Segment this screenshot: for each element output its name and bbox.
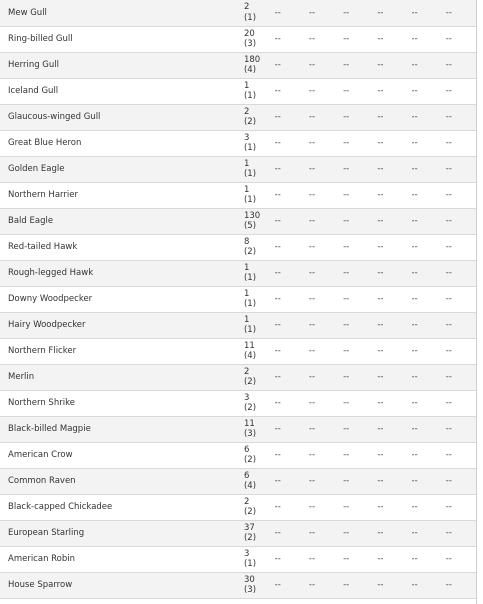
empty-period-cell: -- (339, 52, 373, 78)
species-name: European Starling (0, 520, 237, 546)
empty-period-cell: -- (373, 546, 407, 572)
empty-period-cell: -- (408, 130, 442, 156)
species-name: Northern Shrike (0, 390, 237, 416)
count-cell (237, 312, 271, 338)
empty-period-cell: -- (339, 78, 373, 104)
empty-period-cell: -- (271, 78, 305, 104)
empty-period-cell: -- (442, 0, 476, 26)
count-cell (237, 26, 271, 52)
total-count: 3 (243, 132, 250, 143)
count-cell (237, 416, 271, 442)
empty-period-cell: -- (305, 130, 339, 156)
empty-period-cell: -- (373, 338, 407, 364)
empty-period-cell: -- (339, 156, 373, 182)
empty-period-cell: -- (373, 494, 407, 520)
total-count: 11 (243, 418, 255, 429)
total-count: 20 (243, 28, 255, 39)
empty-period-cell: -- (271, 0, 305, 26)
count-cell (237, 104, 271, 130)
species-name: Ring-billed Gull (0, 26, 237, 52)
table-row (0, 364, 476, 390)
empty-period-cell: -- (339, 468, 373, 494)
empty-period-cell: -- (305, 52, 339, 78)
total-count: 130 (243, 210, 261, 221)
species-name: Common Raven (0, 468, 237, 494)
count-cell (237, 234, 271, 260)
empty-period-cell: -- (271, 390, 305, 416)
count-cell (237, 130, 271, 156)
total-count: 1 (243, 80, 250, 91)
count-cell (237, 156, 271, 182)
empty-period-cell: -- (339, 104, 373, 130)
empty-period-cell: -- (408, 546, 442, 572)
species-name: Northern Harrier (0, 182, 237, 208)
checklist-count: (1) (243, 12, 257, 23)
checklist-count: (2) (243, 403, 257, 413)
species-name: Rough-legged Hawk (0, 260, 237, 286)
empty-period-cell: -- (271, 572, 305, 598)
empty-period-cell: -- (339, 312, 373, 338)
total-count: 1 (243, 184, 250, 195)
checklist-count: (2) (243, 117, 257, 127)
table-row (0, 546, 476, 572)
empty-period-cell: -- (373, 234, 407, 260)
empty-period-cell: -- (305, 78, 339, 104)
checklist-count: (1) (243, 169, 257, 179)
empty-period-cell: -- (373, 52, 407, 78)
species-name: Great Blue Heron (0, 130, 237, 156)
empty-period-cell: -- (271, 208, 305, 234)
table-row (0, 260, 476, 286)
count-cell (237, 78, 271, 104)
empty-period-cell: -- (339, 260, 373, 286)
count-cell (237, 52, 271, 78)
empty-period-cell: -- (408, 338, 442, 364)
empty-period-cell: -- (339, 182, 373, 208)
empty-period-cell: -- (339, 338, 373, 364)
empty-period-cell: -- (442, 234, 476, 260)
table-row (0, 494, 476, 520)
empty-period-cell: -- (442, 338, 476, 364)
empty-period-cell: -- (339, 234, 373, 260)
empty-period-cell: -- (271, 104, 305, 130)
empty-period-cell: -- (442, 182, 476, 208)
empty-period-cell: -- (373, 572, 407, 598)
checklist-count: (4) (243, 481, 257, 491)
empty-period-cell: -- (408, 312, 442, 338)
empty-period-cell: -- (373, 104, 407, 130)
table-row (0, 156, 476, 182)
total-count: 6 (243, 444, 250, 455)
empty-period-cell: -- (271, 26, 305, 52)
empty-period-cell: -- (305, 156, 339, 182)
empty-period-cell: -- (305, 234, 339, 260)
empty-period-cell: -- (442, 26, 476, 52)
empty-period-cell: -- (373, 0, 407, 26)
empty-period-cell: -- (271, 364, 305, 390)
empty-period-cell: -- (442, 494, 476, 520)
total-count: 8 (243, 236, 250, 247)
empty-period-cell: -- (271, 468, 305, 494)
empty-period-cell: -- (305, 364, 339, 390)
total-count: 1 (243, 262, 250, 273)
table-row (0, 182, 476, 208)
total-count: 180 (243, 54, 261, 65)
empty-period-cell: -- (305, 546, 339, 572)
empty-period-cell: -- (271, 286, 305, 312)
empty-period-cell: -- (408, 468, 442, 494)
table-row (0, 26, 476, 52)
empty-period-cell: -- (408, 234, 442, 260)
empty-period-cell: -- (373, 286, 407, 312)
empty-period-cell: -- (442, 78, 476, 104)
checklist-count: (1) (243, 559, 257, 569)
empty-period-cell: -- (373, 182, 407, 208)
empty-period-cell: -- (339, 364, 373, 390)
empty-period-cell: -- (408, 286, 442, 312)
count-cell (237, 494, 271, 520)
species-name: Downy Woodpecker (0, 286, 237, 312)
checklist-count: (5) (243, 221, 257, 231)
empty-period-cell: -- (442, 156, 476, 182)
empty-period-cell: -- (373, 26, 407, 52)
empty-period-cell: -- (408, 182, 442, 208)
empty-period-cell: -- (442, 364, 476, 390)
species-name: Golden Eagle (0, 156, 237, 182)
checklist-count: (2) (243, 533, 257, 543)
species-name: Glaucous-winged Gull (0, 104, 237, 130)
empty-period-cell: -- (373, 442, 407, 468)
checklist-count: (3) (243, 585, 257, 595)
table-row (0, 442, 476, 468)
checklist-count: (4) (243, 65, 257, 75)
empty-period-cell: -- (408, 572, 442, 598)
empty-period-cell: -- (373, 156, 407, 182)
empty-period-cell: -- (442, 260, 476, 286)
empty-period-cell: -- (271, 494, 305, 520)
empty-period-cell: -- (305, 442, 339, 468)
empty-period-cell: -- (339, 546, 373, 572)
table-row (0, 104, 476, 130)
table-row (0, 286, 476, 312)
empty-period-cell: -- (271, 442, 305, 468)
count-cell (237, 182, 271, 208)
empty-period-cell: -- (373, 364, 407, 390)
empty-period-cell: -- (408, 156, 442, 182)
count-cell (237, 468, 271, 494)
empty-period-cell: -- (408, 494, 442, 520)
empty-period-cell: -- (305, 26, 339, 52)
empty-period-cell: -- (339, 572, 373, 598)
species-name: Bald Eagle (0, 208, 237, 234)
empty-period-cell: -- (339, 208, 373, 234)
total-count: 2 (243, 2, 250, 13)
table-row (0, 572, 476, 598)
table-row (0, 338, 476, 364)
empty-period-cell: -- (408, 78, 442, 104)
empty-period-cell: -- (339, 442, 373, 468)
empty-period-cell: -- (271, 130, 305, 156)
empty-period-cell: -- (408, 0, 442, 26)
checklist-count: (1) (243, 195, 257, 205)
empty-period-cell: -- (305, 260, 339, 286)
empty-period-cell: -- (442, 468, 476, 494)
empty-period-cell: -- (305, 416, 339, 442)
empty-period-cell: -- (305, 0, 339, 26)
species-name: House Sparrow (0, 572, 237, 598)
checklist-count: (3) (243, 39, 257, 49)
table-row (0, 234, 476, 260)
empty-period-cell: -- (373, 208, 407, 234)
empty-period-cell: -- (442, 104, 476, 130)
empty-period-cell: -- (305, 572, 339, 598)
checklist-count: (2) (243, 455, 257, 465)
empty-period-cell: -- (373, 130, 407, 156)
empty-period-cell: -- (373, 390, 407, 416)
empty-period-cell: -- (271, 312, 305, 338)
empty-period-cell: -- (373, 468, 407, 494)
empty-period-cell: -- (442, 442, 476, 468)
checklist-count: (1) (243, 143, 257, 153)
empty-period-cell: -- (408, 26, 442, 52)
checklist-count: (1) (243, 325, 257, 335)
table-row (0, 312, 476, 338)
empty-period-cell: -- (271, 520, 305, 546)
total-count: 1 (243, 158, 250, 169)
total-count: 11 (243, 340, 255, 351)
table-row (0, 208, 476, 234)
empty-period-cell: -- (408, 390, 442, 416)
count-cell (237, 286, 271, 312)
empty-period-cell: -- (442, 312, 476, 338)
species-name: American Crow (0, 442, 237, 468)
species-name: Merlin (0, 364, 237, 390)
empty-period-cell: -- (339, 26, 373, 52)
empty-period-cell: -- (271, 260, 305, 286)
empty-period-cell: -- (408, 104, 442, 130)
empty-period-cell: -- (408, 520, 442, 546)
empty-period-cell: -- (271, 52, 305, 78)
empty-period-cell: -- (373, 416, 407, 442)
count-cell (237, 338, 271, 364)
count-cell (237, 520, 271, 546)
empty-period-cell: -- (339, 0, 373, 26)
species-name: Mew Gull (0, 0, 237, 26)
species-name: Black-capped Chickadee (0, 494, 237, 520)
total-count: 6 (243, 470, 250, 481)
species-name: Iceland Gull (0, 78, 237, 104)
table-row (0, 78, 476, 104)
empty-period-cell: -- (442, 286, 476, 312)
empty-period-cell: -- (271, 546, 305, 572)
count-cell (237, 364, 271, 390)
total-count: 37 (243, 522, 255, 533)
empty-period-cell: -- (305, 104, 339, 130)
empty-period-cell: -- (339, 494, 373, 520)
total-count: 2 (243, 366, 250, 377)
checklist-count: (2) (243, 247, 257, 257)
empty-period-cell: -- (305, 338, 339, 364)
checklist-count: (1) (243, 273, 257, 283)
empty-period-cell: -- (271, 182, 305, 208)
table-row (0, 130, 476, 156)
empty-period-cell: -- (271, 416, 305, 442)
total-count: 1 (243, 314, 250, 325)
empty-period-cell: -- (305, 286, 339, 312)
count-cell (237, 546, 271, 572)
empty-period-cell: -- (339, 130, 373, 156)
empty-period-cell: -- (408, 260, 442, 286)
empty-period-cell: -- (305, 494, 339, 520)
empty-period-cell: -- (305, 312, 339, 338)
empty-period-cell: -- (339, 520, 373, 546)
total-count: 3 (243, 392, 250, 403)
empty-period-cell: -- (339, 286, 373, 312)
empty-period-cell: -- (305, 468, 339, 494)
empty-period-cell: -- (373, 78, 407, 104)
checklist-count: (1) (243, 299, 257, 309)
empty-period-cell: -- (373, 312, 407, 338)
empty-period-cell: -- (442, 416, 476, 442)
count-cell (237, 572, 271, 598)
empty-period-cell: -- (305, 208, 339, 234)
empty-period-cell: -- (408, 208, 442, 234)
species-name: Northern Flicker (0, 338, 237, 364)
empty-period-cell: -- (305, 390, 339, 416)
total-count: 2 (243, 496, 250, 507)
empty-period-cell: -- (305, 182, 339, 208)
count-cell (237, 0, 271, 26)
table-row (0, 52, 476, 78)
total-count: 30 (243, 574, 255, 585)
empty-period-cell: -- (339, 416, 373, 442)
empty-period-cell: -- (408, 52, 442, 78)
empty-period-cell: -- (442, 130, 476, 156)
empty-period-cell: -- (442, 208, 476, 234)
empty-period-cell: -- (271, 234, 305, 260)
empty-period-cell: -- (442, 572, 476, 598)
table-row (0, 0, 476, 26)
checklist-count: (2) (243, 377, 257, 387)
checklist-count: (1) (243, 91, 257, 101)
table-row (0, 520, 476, 546)
species-name: American Robin (0, 546, 237, 572)
empty-period-cell: -- (339, 390, 373, 416)
empty-period-cell: -- (408, 364, 442, 390)
checklist-count: (4) (243, 351, 257, 361)
count-cell (237, 442, 271, 468)
total-count: 3 (243, 548, 250, 559)
species-name: Black-billed Magpie (0, 416, 237, 442)
species-name: Herring Gull (0, 52, 237, 78)
empty-period-cell: -- (442, 390, 476, 416)
empty-period-cell: -- (271, 338, 305, 364)
empty-period-cell: -- (408, 442, 442, 468)
empty-period-cell: -- (442, 520, 476, 546)
table-row (0, 416, 476, 442)
empty-period-cell: -- (408, 416, 442, 442)
empty-period-cell: -- (442, 546, 476, 572)
count-cell (237, 260, 271, 286)
total-count: 2 (243, 106, 250, 117)
empty-period-cell: -- (271, 156, 305, 182)
count-cell (237, 390, 271, 416)
checklist-count: (2) (243, 507, 257, 517)
total-count: 1 (243, 288, 250, 299)
table-row (0, 390, 476, 416)
empty-period-cell: -- (305, 520, 339, 546)
species-name: Hairy Woodpecker (0, 312, 237, 338)
empty-period-cell: -- (442, 52, 476, 78)
table-row (0, 468, 476, 494)
empty-period-cell: -- (373, 260, 407, 286)
count-cell (237, 208, 271, 234)
empty-period-cell: -- (373, 520, 407, 546)
checklist-count: (3) (243, 429, 257, 439)
species-name: Red-tailed Hawk (0, 234, 237, 260)
